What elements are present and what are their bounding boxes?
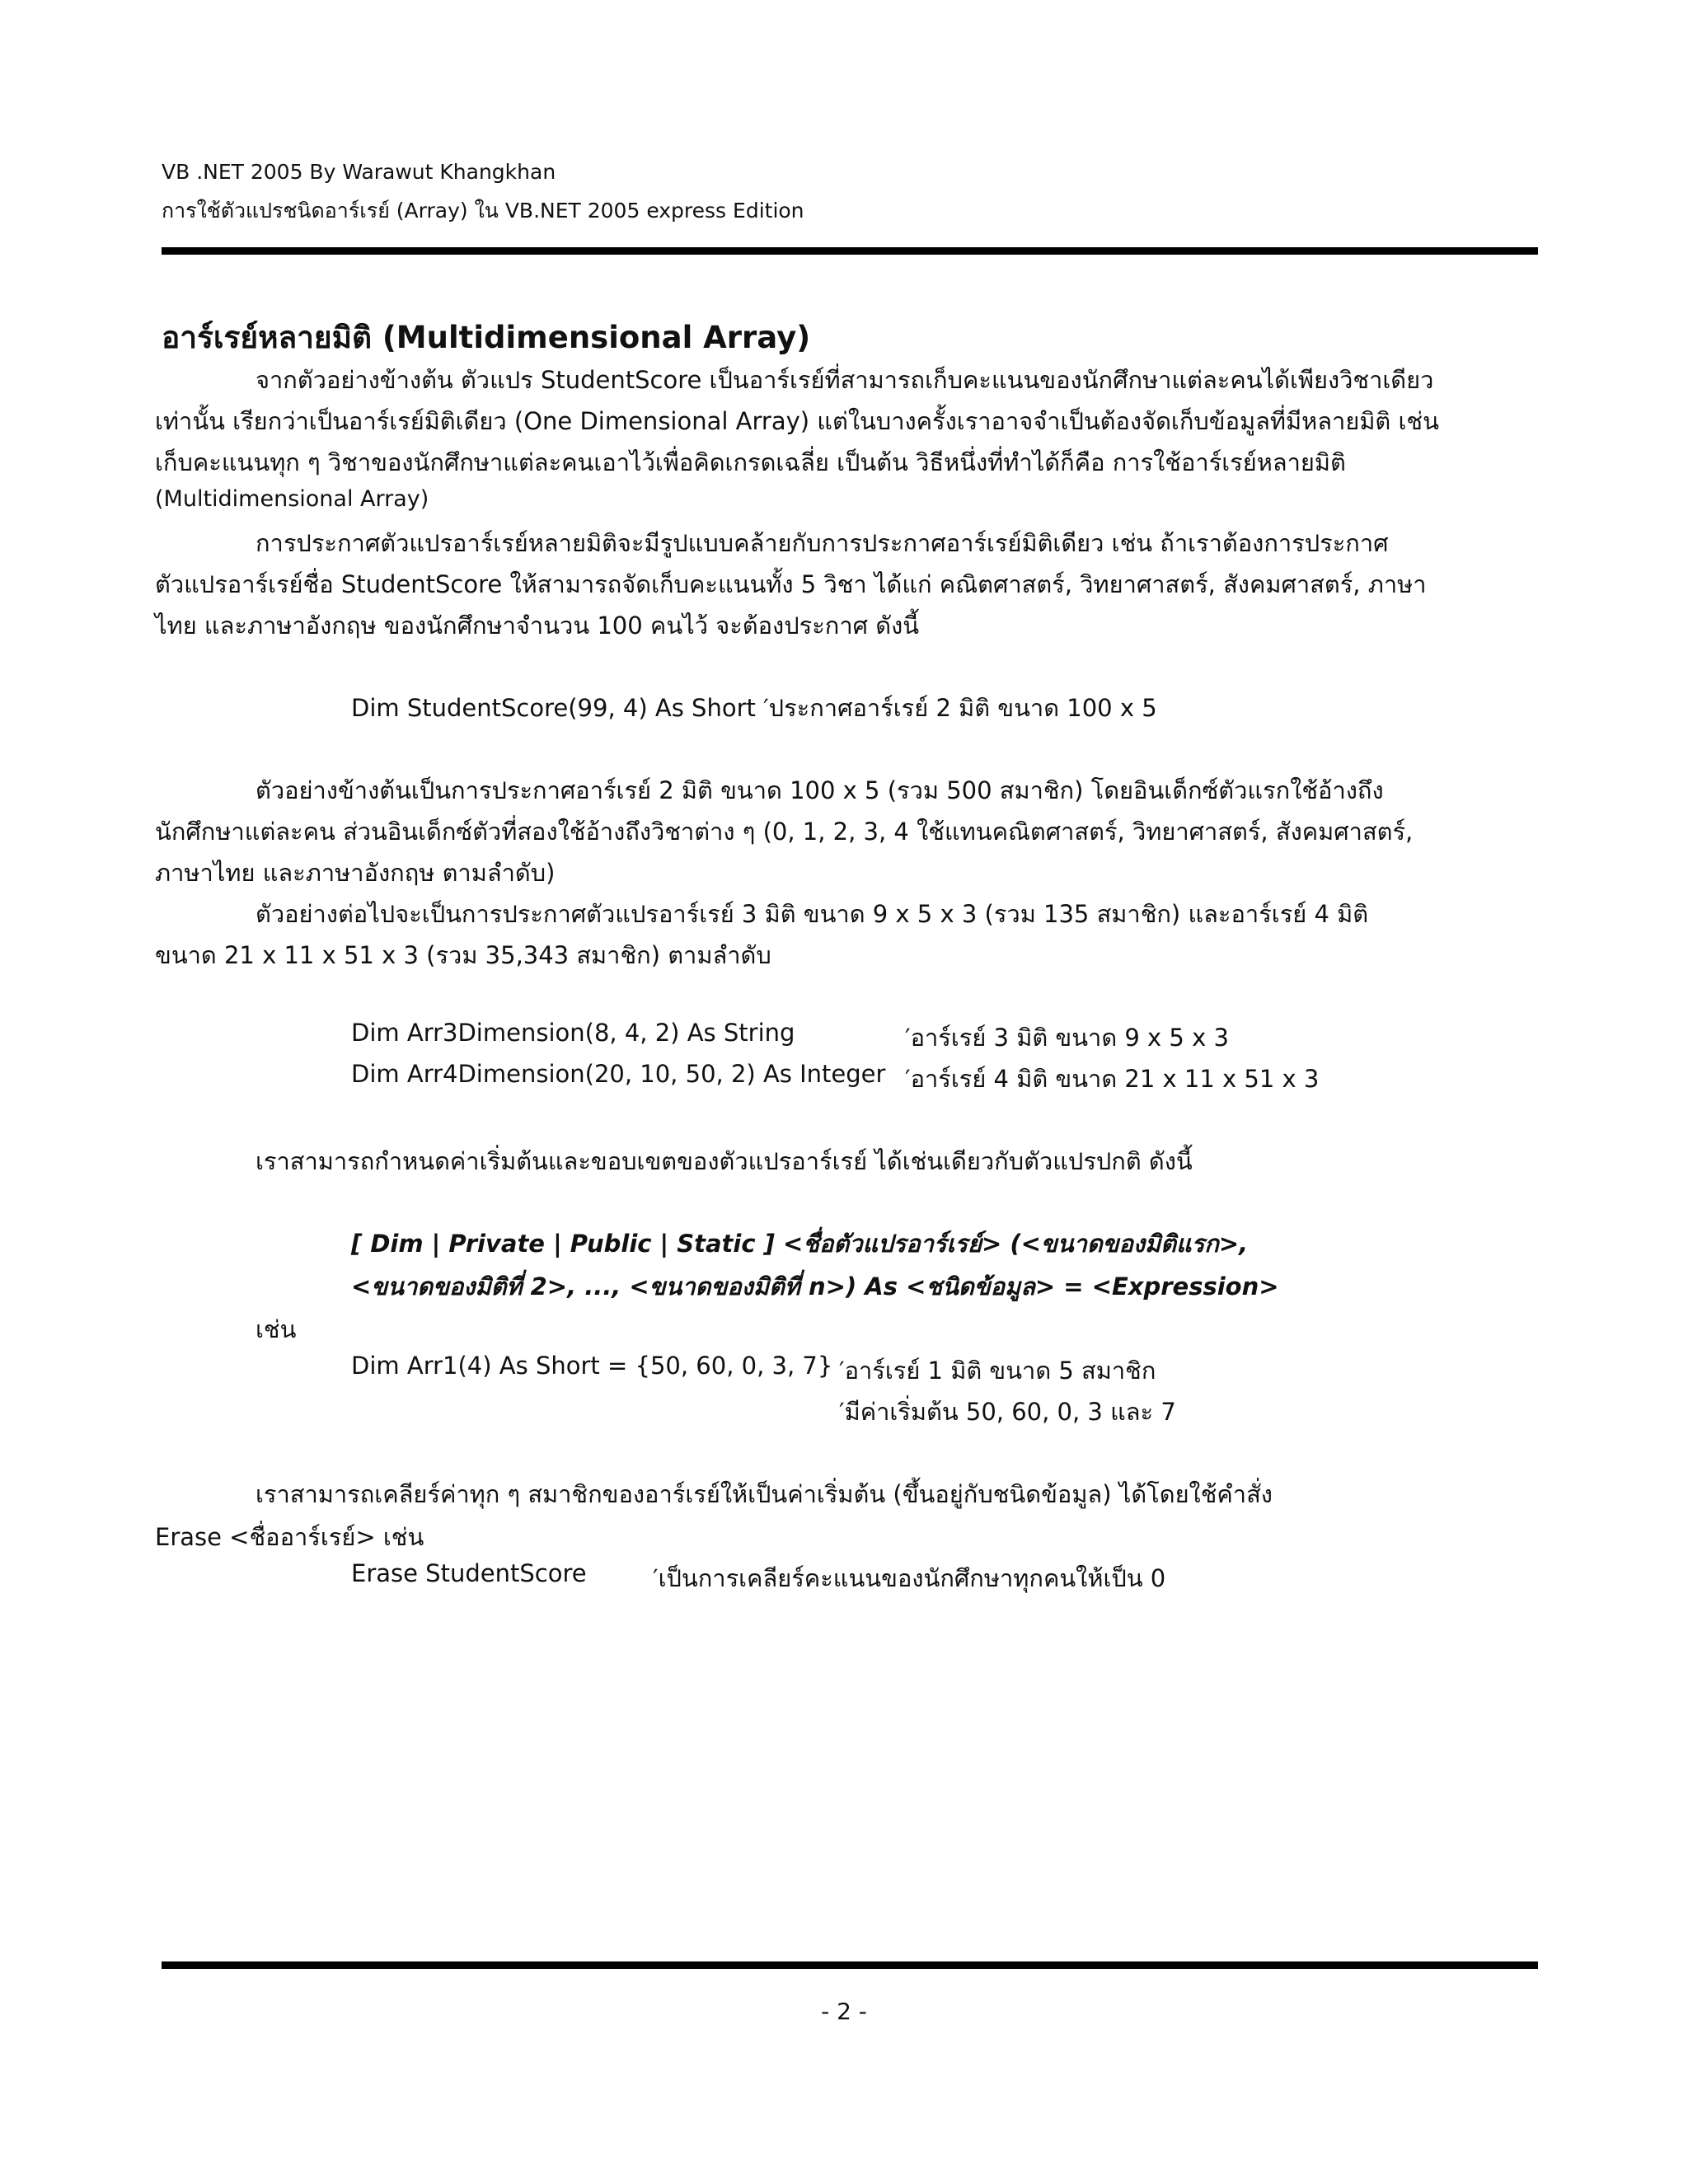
code-erase: Erase StudentScore — [351, 1559, 587, 1587]
para3-line2: นักศึกษาแต่ละคน ส่วนอินเด็กซ์ตัวที่สองใช้อ้างถึงวิชาต่าง ๆ (0, 1, 2, 3, 4 ใช้แทนคณิตศาสตร์, วิทยาศาสตร์, สังคมศาสตร์, — [155, 818, 1414, 846]
footer-rule — [162, 1961, 1538, 1969]
code-comment-4d: ′อาร์เรย์ 4 มิติ ขนาด 21 x 11 x 51 x 3 — [905, 1065, 1320, 1093]
code-init-comment2: ′มีค่าเริ่มต้น 50, 60, 0, 3 และ 7 — [839, 1398, 1176, 1426]
code-comment-3d: ′อาร์เรย์ 3 มิติ ขนาด 9 x 5 x 3 — [905, 1024, 1229, 1052]
para1-line2: เท่านั้น เรียกว่าเป็นอาร์เรย์มิติเดียว (One Dimensional Array) แต่ในบางครั้งเราอาจจำเป็นต้องจัดเก็บข้อมูลที่มีหลายมิติ เช่น — [155, 407, 1439, 435]
code-init-comment1: ′อาร์เรย์ 1 มิติ ขนาด 5 สมาชิก — [839, 1357, 1156, 1385]
code-erase-comment: ′เป็นการเคลียร์คะแนนของนักศึกษาทุกคนให้เป็น 0 — [653, 1564, 1166, 1592]
para3-line1: ตัวอย่างข้างต้นเป็นการประกาศอาร์เรย์ 2 มิติ ขนาด 100 x 5 (รวม 500 สมาชิก) โดยอินเด็กซ์ตัวแรกใช้อ้างถึง — [256, 776, 1384, 804]
page-number: - 2 - — [821, 1998, 867, 2025]
para1-line3: เก็บคะแนนทุก ๆ วิชาของนักศึกษาแต่ละคนเอาไว้เพื่อคิดเกรดเฉลี่ย เป็นต้น วิธีหนึ่งที่ทำได้ก็คือ การใช้อาร์เรย์หลายมิติ — [155, 448, 1346, 476]
code-init-array: Dim Arr1(4) As Short = {50, 60, 0, 3, 7} — [351, 1352, 833, 1380]
para2-line2: ตัวแปรอาร์เรย์ชื่อ StudentScore ให้สามารถจัดเก็บคะแนนทั้ง 5 วิชา ได้แก่ คณิตศาสตร์, วิทยาศาสตร์, สังคมศาสตร์, ภาษา — [155, 570, 1427, 598]
header-title: VB .NET 2005 By Warawut Khangkhan — [162, 160, 556, 184]
syntax-line2: <ขนาดของมิติที่ 2>, ..., <ขนาดของมิติที่ n>) As <ชนิดข้อมูล> = <Expression> — [351, 1272, 1279, 1301]
para1-line4: (Multidimensional Array) — [155, 486, 429, 512]
para2-line3: ไทย และภาษาอังกฤษ ของนักศึกษาจำนวน 100 คนไว้ จะต้องประกาศ ดังนี้ — [155, 612, 920, 640]
para6-line1: เราสามารถเคลียร์ค่าทุก ๆ สมาชิกของอาร์เรย์ให้เป็นค่าเริ่มต้น (ขึ้นอยู่กับชนิดข้อมูล) ได้โดยใช้คำสั่ง — [256, 1480, 1273, 1508]
syntax-line1: [ Dim | Private | Public | Static ] <ชื่อตัวแปรอาร์เรย์> (<ขนาดของมิติแรก>, — [351, 1230, 1249, 1258]
para4-line1: ตัวอย่างต่อไปจะเป็นการประกาศตัวแปรอาร์เรย์ 3 มิติ ขนาด 9 x 5 x 3 (รวม 135 สมาชิก) และอาร์เรย์ 4 มิติ — [256, 900, 1369, 928]
para1-line1: จากตัวอย่างข้างต้น ตัวแปร StudentScore เป็นอาร์เรย์ที่สามารถเก็บคะแนนของนักศึกษาแต่ละคนได้เพียงวิชาเดียว — [256, 366, 1434, 394]
code-declare-4d: Dim Arr4Dimension(20, 10, 50, 2) As Integer — [351, 1060, 886, 1088]
para6-line2: Erase <ชื่ออาร์เรย์> เช่น — [155, 1523, 424, 1551]
section-title: อาร์เรย์หลายมิติ (Multidimensional Array) — [162, 320, 811, 355]
para3-line3: ภาษาไทย และภาษาอังกฤษ ตามลำดับ) — [155, 859, 556, 887]
para2-line1: การประกาศตัวแปรอาร์เรย์หลายมิติจะมีรูปแบบคล้ายกับการประกาศอาร์เรย์มิติเดียว เช่น ถ้าเราต้องการประกาศ — [256, 529, 1389, 557]
header-subtitle: การใช้ตัวแปรชนิดอาร์เรย์ (Array) ใน VB.NET 2005 express Edition — [162, 199, 804, 223]
code-declare-3d: Dim Arr3Dimension(8, 4, 2) As String — [351, 1019, 795, 1047]
para4-line2: ขนาด 21 x 11 x 51 x 3 (รวม 35,343 สมาชิก) ตามลำดับ — [155, 941, 771, 969]
code-declare-2d: Dim StudentScore(99, 4) As Short ′ประกาศอาร์เรย์ 2 มิติ ขนาด 100 x 5 — [351, 694, 1157, 722]
header-rule — [162, 247, 1538, 255]
para5: เราสามารถกำหนดค่าเริ่มต้นและขอบเขตของตัวแปรอาร์เรย์ ได้เช่นเดียวกับตัวแปรปกติ ดังนี้ — [256, 1147, 1193, 1175]
example-label: เช่น — [256, 1315, 297, 1343]
